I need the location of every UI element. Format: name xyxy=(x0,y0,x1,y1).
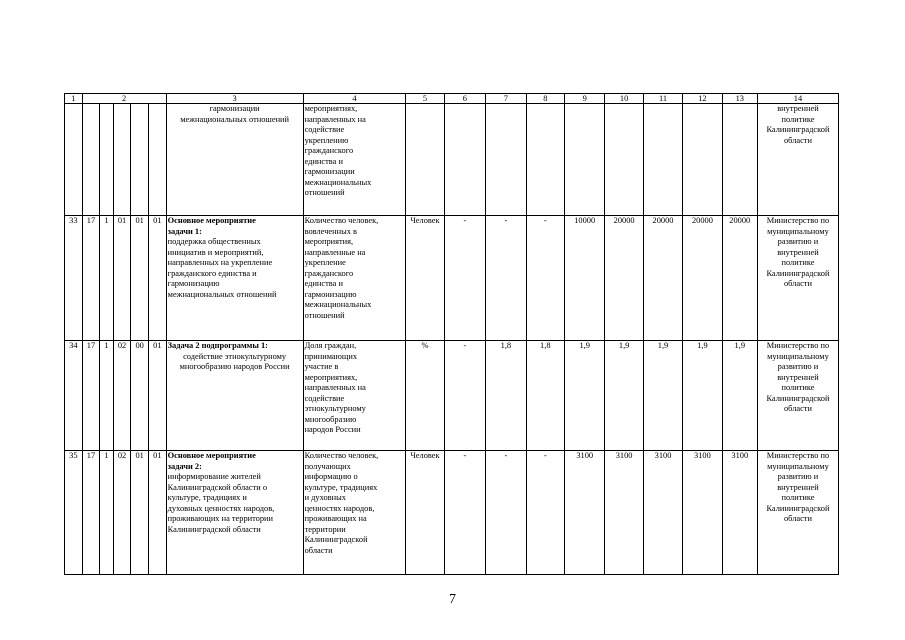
text-line: получающих xyxy=(304,461,351,471)
cell-indicator xyxy=(303,216,406,341)
code-cell: 17 xyxy=(82,451,100,575)
bold-lines xyxy=(168,451,302,472)
text-line: информирование жителей xyxy=(167,472,261,481)
text-line: единства и xyxy=(304,156,343,166)
value-cell: 1,8 xyxy=(526,341,564,451)
code-cell: 00 xyxy=(131,341,149,451)
value-cell: 3100 xyxy=(722,451,757,575)
table-row xyxy=(65,104,839,216)
bold-lines xyxy=(168,216,302,237)
cell-responsible xyxy=(757,451,838,575)
text-line: политике xyxy=(781,383,815,392)
header-cell: 1 xyxy=(65,94,83,104)
header-cell: 5 xyxy=(406,94,444,104)
cell-indicator xyxy=(303,451,406,575)
text-line: многообразию народов России xyxy=(179,362,290,371)
value-cell: 1,8 xyxy=(486,341,526,451)
text-line: Доля граждан, xyxy=(304,341,357,350)
row-number: 33 xyxy=(65,216,83,341)
cell-description xyxy=(166,104,303,216)
code-cell: 1 xyxy=(100,216,113,341)
value-cell: 20000 xyxy=(683,216,722,341)
text-line: направленных на xyxy=(304,114,366,124)
code-cell: 01 xyxy=(148,341,166,451)
text-line: укрепление xyxy=(304,258,346,267)
text-line: проживающих на xyxy=(304,514,367,523)
code-cell: 1 xyxy=(100,451,113,575)
text-line: Количество человек, xyxy=(304,216,379,225)
text-lines xyxy=(759,216,837,290)
value-cell: 1,9 xyxy=(722,341,757,451)
header-cell: 13 xyxy=(722,94,757,104)
header-cell: 3 xyxy=(166,94,303,104)
text-line: отношений xyxy=(304,310,345,320)
code-cell: 02 xyxy=(113,341,131,451)
text-line: духовных ценностях народов, xyxy=(167,503,275,513)
text-line: межнациональных xyxy=(304,300,372,309)
text-line: поддержка общественных xyxy=(167,237,261,246)
cell-responsible xyxy=(757,216,838,341)
unit-cell: % xyxy=(406,341,444,451)
text-line: и духовных xyxy=(304,493,346,502)
text-line: Министерство по xyxy=(766,216,830,225)
text-line: межнациональных отношений xyxy=(180,114,290,124)
text-line: многообразию xyxy=(304,414,357,424)
value-cell: 3100 xyxy=(683,451,722,575)
text-line: проживающих на территории xyxy=(167,514,274,523)
value-cell: - xyxy=(486,451,526,575)
text-line: развитию и xyxy=(777,237,819,246)
text-line: политике xyxy=(781,493,815,502)
text-line: гражданского xyxy=(304,146,354,155)
text-line: муниципальному xyxy=(767,461,829,471)
text-line: Калининградской xyxy=(766,125,830,134)
text-line: внутренней xyxy=(777,482,819,492)
text-line: содействие этнокультурному xyxy=(183,351,287,361)
text-line: гармонизацию xyxy=(167,279,220,288)
text-line: межнациональных отношений xyxy=(167,289,277,299)
text-line: внутренней xyxy=(777,247,819,257)
text-line: культуре, традициях и xyxy=(167,493,247,502)
text-line: направленные на xyxy=(304,247,366,257)
text-line: направленных на xyxy=(304,383,366,392)
text-line: Министерство по xyxy=(766,451,830,460)
header-cell: 14 xyxy=(757,94,838,104)
text-line: внутренней xyxy=(777,104,819,113)
value-cell: 20000 xyxy=(722,216,757,341)
text-line: мероприятиях, xyxy=(304,372,358,382)
text-line: культуре, традициях xyxy=(304,482,378,492)
text-line: Основное мероприятие xyxy=(167,216,256,225)
cell-responsible xyxy=(757,104,838,216)
text-line: Основное мероприятие xyxy=(167,451,256,460)
text-line: инициатив и мероприятий, xyxy=(167,247,264,257)
header-cell: 9 xyxy=(564,94,604,104)
value-cell: 1,9 xyxy=(564,341,604,451)
text-line: гармонизации xyxy=(209,104,260,113)
text-line: гармонизации xyxy=(304,167,355,176)
text-line: народов России xyxy=(304,425,361,434)
cell-description xyxy=(166,451,303,575)
table-row xyxy=(65,451,839,575)
text-line: вовлеченных в xyxy=(304,226,357,236)
text-line: территории xyxy=(304,524,346,534)
text-line: гражданского xyxy=(304,268,354,278)
table-row xyxy=(65,216,839,341)
value-cell: 1,9 xyxy=(605,341,643,451)
text-lines xyxy=(759,104,837,146)
text-line: развитию и xyxy=(777,362,819,371)
unit-cell: Человек xyxy=(406,451,444,575)
value-cell: 3100 xyxy=(643,451,682,575)
text-lines xyxy=(759,341,837,415)
cell-responsible xyxy=(757,341,838,451)
text-line: принимающих xyxy=(304,351,358,361)
text-line: Калининградской области xyxy=(167,524,261,534)
header-cell: 2 xyxy=(82,94,166,104)
text-lines xyxy=(168,352,302,373)
text-line: Задача 2 подпрограммы 1: xyxy=(167,341,268,350)
text-lines xyxy=(305,216,405,321)
text-line: мероприятиях, xyxy=(304,104,358,113)
text-lines xyxy=(168,104,302,125)
text-line: участие в xyxy=(304,362,339,371)
row-number: 35 xyxy=(65,451,83,575)
code-cell: 01 xyxy=(131,216,149,341)
text-line: задачи 1: xyxy=(167,226,202,236)
text-line: ценностях народов, xyxy=(304,503,375,513)
header-row xyxy=(65,94,839,104)
cell-description xyxy=(166,216,303,341)
bold-lines xyxy=(168,341,302,352)
value-cell: - xyxy=(444,451,485,575)
code-cell: 01 xyxy=(131,451,149,575)
value-cell: - xyxy=(444,216,485,341)
text-line: области xyxy=(783,514,812,523)
code-cell: 17 xyxy=(82,341,100,451)
value-cell: 20000 xyxy=(643,216,682,341)
cell-description xyxy=(166,341,303,451)
text-line: муниципальному xyxy=(767,351,829,361)
text-line: муниципальному xyxy=(767,226,829,236)
code-cell: 01 xyxy=(148,451,166,575)
cell-indicator xyxy=(303,341,406,451)
text-line: укреплению xyxy=(304,135,349,145)
header-cell: 12 xyxy=(683,94,722,104)
value-cell: - xyxy=(526,216,564,341)
text-line: области xyxy=(783,135,812,145)
text-line: единства и xyxy=(304,279,343,288)
text-line: политике xyxy=(781,114,815,124)
value-cell: 10000 xyxy=(564,216,604,341)
program-table xyxy=(64,93,839,575)
code-cell: 01 xyxy=(148,216,166,341)
value-cell: 1,9 xyxy=(683,341,722,451)
header-cell: 8 xyxy=(526,94,564,104)
value-cell: 20000 xyxy=(605,216,643,341)
header-cell: 7 xyxy=(486,94,526,104)
row-number: 34 xyxy=(65,341,83,451)
text-line: этнокультурному xyxy=(304,404,366,413)
text-line: содействие xyxy=(304,125,345,134)
text-line: Калининградской xyxy=(766,503,830,513)
code-cell: 02 xyxy=(113,451,131,575)
text-line: задачи 2: xyxy=(167,461,202,471)
header-cell: 10 xyxy=(605,94,643,104)
text-line: межнациональных xyxy=(304,177,372,187)
text-line: Калининградской области о xyxy=(167,482,268,492)
text-line: политике xyxy=(781,258,815,267)
page-number: 7 xyxy=(449,592,456,607)
text-line: содействие xyxy=(304,393,345,403)
unit-cell: Человек xyxy=(406,216,444,341)
text-line: внутренней xyxy=(777,372,819,382)
table-row xyxy=(65,341,839,451)
value-cell: 3100 xyxy=(564,451,604,575)
text-line: Калининградской xyxy=(766,393,830,403)
code-cell: 1 xyxy=(100,341,113,451)
text-lines xyxy=(305,341,405,436)
text-line: Количество человек, xyxy=(304,451,379,460)
text-lines xyxy=(168,472,302,535)
text-lines xyxy=(759,451,837,525)
cell-indicator xyxy=(303,104,406,216)
text-line: направленных на укрепление xyxy=(167,258,273,267)
value-cell: - xyxy=(486,216,526,341)
text-line: гармонизацию xyxy=(304,289,357,299)
header-cell: 11 xyxy=(643,94,682,104)
code-cell: 01 xyxy=(113,216,131,341)
value-cell: 3100 xyxy=(605,451,643,575)
text-line: области xyxy=(783,279,812,288)
value-cell: - xyxy=(444,341,485,451)
header-cell: 4 xyxy=(303,94,406,104)
text-line: гражданского единства и xyxy=(167,268,257,278)
text-line: области xyxy=(783,404,812,413)
text-line: отношений xyxy=(304,188,345,197)
text-line: мероприятия, xyxy=(304,237,354,246)
text-lines xyxy=(168,237,302,300)
text-line: Министерство по xyxy=(766,341,830,350)
text-line: информацию о xyxy=(304,472,358,481)
text-lines xyxy=(305,451,405,556)
value-cell: 1,9 xyxy=(643,341,682,451)
text-line: области xyxy=(304,545,333,555)
header-cell: 6 xyxy=(444,94,485,104)
text-line: Калининградской xyxy=(766,268,830,278)
text-line: Калининградской xyxy=(304,535,368,544)
value-cell: - xyxy=(526,451,564,575)
text-line: развитию и xyxy=(777,472,819,481)
text-lines xyxy=(305,104,405,199)
code-cell: 17 xyxy=(82,216,100,341)
